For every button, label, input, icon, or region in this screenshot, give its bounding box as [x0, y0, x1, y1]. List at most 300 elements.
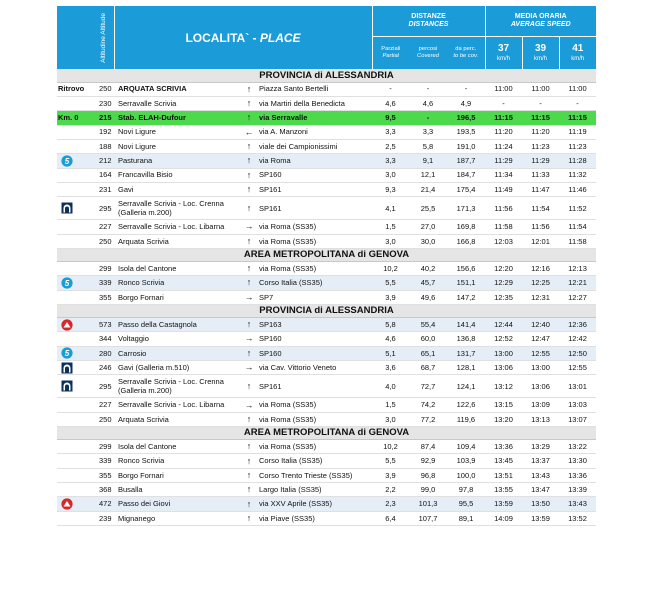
covered-km: 65,1	[409, 346, 447, 360]
place-name: Gavi	[114, 182, 241, 196]
place-name: Arquata Scrivia	[114, 234, 241, 248]
to-be-covered-km: 184,7	[447, 168, 485, 182]
covered-km: 74,2	[409, 398, 447, 412]
time-37: 13:36	[485, 440, 522, 454]
time-41: 11:52	[559, 197, 596, 220]
road-name: viale dei Campionissimi	[257, 139, 372, 153]
time-37: 11:00	[485, 82, 522, 96]
table-row	[57, 317, 596, 331]
row-tag	[57, 375, 94, 398]
road-name: via Martiri della Benedicta	[257, 96, 372, 110]
direction-arrow-icon: →	[241, 332, 257, 346]
time-41: 11:19	[559, 125, 596, 139]
partial-km: -	[372, 82, 409, 96]
time-37: 13:15	[485, 398, 522, 412]
to-be-covered-km: 109,4	[447, 440, 485, 454]
road-name: via Roma	[257, 154, 372, 168]
time-39: 11:15	[522, 111, 559, 125]
table-row	[57, 290, 596, 304]
speed-37-header: 37 km/h	[485, 36, 522, 69]
to-be-covered-km: 119,6	[447, 412, 485, 426]
altitude: 355	[94, 468, 114, 482]
to-be-covered-km: 97,8	[447, 483, 485, 497]
place-name: Borgo Fornari	[114, 468, 241, 482]
place-name: Ronco Scrivia	[114, 454, 241, 468]
to-be-covered-km: 191,0	[447, 139, 485, 153]
time-41: 13:03	[559, 398, 596, 412]
row-tag	[57, 261, 94, 275]
time-41: 11:23	[559, 139, 596, 153]
covered-km: -	[409, 82, 447, 96]
place-name: Serravalle Scrivia	[114, 96, 241, 110]
row-tag	[57, 290, 94, 304]
partial-km: 3,6	[372, 361, 409, 375]
partial-km: 9,3	[372, 182, 409, 196]
row-tag	[57, 139, 94, 153]
direction-arrow-icon: ↑	[241, 317, 257, 331]
altitude: 299	[94, 440, 114, 454]
road-name: Largo Italia (SS35)	[257, 483, 372, 497]
covered-km: 45,7	[409, 276, 447, 290]
time-39: 13:59	[522, 511, 559, 525]
time-39: 13:47	[522, 483, 559, 497]
region-name: PROVINCIA di ALESSANDRIA	[57, 69, 596, 82]
table-row	[57, 197, 596, 220]
row-tag	[57, 497, 94, 511]
time-39: 13:13	[522, 412, 559, 426]
row-tag	[57, 168, 94, 182]
covered-km: 87,4	[409, 440, 447, 454]
time-41: 13:22	[559, 440, 596, 454]
place-name: Ronco Scrivia	[114, 276, 241, 290]
direction-arrow-icon: ↑	[241, 139, 257, 153]
region-section-header	[57, 304, 596, 317]
distances-header: DISTANZE DISTANCES	[372, 6, 485, 36]
altitude: 472	[94, 497, 114, 511]
to-be-covered-km: 151,1	[447, 276, 485, 290]
time-41: 12:42	[559, 332, 596, 346]
direction-arrow-icon: ↑	[241, 111, 257, 125]
time-37: 11:34	[485, 168, 522, 182]
time-39: 13:43	[522, 468, 559, 482]
direction-arrow-icon: ↑	[241, 454, 257, 468]
table-row	[57, 483, 596, 497]
tunnel-icon	[61, 362, 73, 374]
table-row	[57, 111, 596, 125]
to-be-covered-km: 131,7	[447, 346, 485, 360]
time-37: 13:59	[485, 497, 522, 511]
time-41: 11:15	[559, 111, 596, 125]
table-row	[57, 261, 596, 275]
direction-arrow-icon: ↑	[241, 440, 257, 454]
altitude: 212	[94, 154, 114, 168]
direction-arrow-icon: ↑	[241, 483, 257, 497]
time-39: 11:29	[522, 154, 559, 168]
altitude: 355	[94, 290, 114, 304]
table-row	[57, 139, 596, 153]
road-name: via XXV Aprile (SS35)	[257, 497, 372, 511]
route-schedule-sheet	[57, 6, 596, 526]
table-row	[57, 82, 596, 96]
place-name: Borgo Fornari	[114, 290, 241, 304]
mountain-climb-icon	[61, 319, 73, 331]
direction-arrow-icon: ↑	[241, 346, 257, 360]
road-name: via Piave (SS35)	[257, 511, 372, 525]
time-39: 11:20	[522, 125, 559, 139]
to-be-covered-km: 196,5	[447, 111, 485, 125]
time-39: 13:00	[522, 361, 559, 375]
region-name: PROVINCIA di ALESSANDRIA	[57, 304, 596, 317]
to-be-covered-km: 171,3	[447, 197, 485, 220]
road-name: SP161	[257, 182, 372, 196]
road-name: Corso Italia (SS35)	[257, 454, 372, 468]
place-name: Serravalle Scrivia - Loc. Libarna	[114, 220, 241, 234]
time-37: 11:15	[485, 111, 522, 125]
table-row	[57, 361, 596, 375]
row-tag	[57, 332, 94, 346]
row-tag: Ritrovo	[57, 82, 94, 96]
place-name: Novi Ligure	[114, 139, 241, 153]
place-name: Stab. ELAH-Dufour	[114, 111, 241, 125]
table-row	[57, 497, 596, 511]
table-row	[57, 168, 596, 182]
covered-header: percosi Covered	[409, 36, 447, 69]
altitude: 164	[94, 168, 114, 182]
road-name: via A. Manzoni	[257, 125, 372, 139]
direction-arrow-icon: →	[241, 220, 257, 234]
place-name: Passo della Castagnola	[114, 317, 241, 331]
time-37: 11:29	[485, 154, 522, 168]
direction-arrow-icon: ←	[241, 125, 257, 139]
time-39: 12:55	[522, 346, 559, 360]
place-name: Gavi (Galleria m.510)	[114, 361, 241, 375]
covered-km: 77,2	[409, 412, 447, 426]
to-be-covered-km: 193,5	[447, 125, 485, 139]
table-row	[57, 276, 596, 290]
covered-km: 92,9	[409, 454, 447, 468]
time-39: 12:25	[522, 276, 559, 290]
altitude: 280	[94, 346, 114, 360]
time-37: 11:24	[485, 139, 522, 153]
road-name: SP161	[257, 197, 372, 220]
row-tag	[57, 125, 94, 139]
table-row	[57, 234, 596, 248]
road-name: SP7	[257, 290, 372, 304]
place-name: Pasturana	[114, 154, 241, 168]
route-table	[57, 6, 596, 526]
partial-km: 5,5	[372, 454, 409, 468]
partial-km: 1,5	[372, 220, 409, 234]
time-39: 13:37	[522, 454, 559, 468]
place-name: ARQUATA SCRIVIA	[114, 82, 241, 96]
time-37: 13:00	[485, 346, 522, 360]
time-37: 13:06	[485, 361, 522, 375]
direction-arrow-icon: →	[241, 361, 257, 375]
time-39: -	[522, 96, 559, 110]
time-37: 13:12	[485, 375, 522, 398]
road-name: via Roma (SS35)	[257, 412, 372, 426]
covered-km: 107,7	[409, 511, 447, 525]
to-be-covered-km: 175,4	[447, 182, 485, 196]
partial-km: 10,2	[372, 261, 409, 275]
covered-km: 25,5	[409, 197, 447, 220]
time-37: 12:44	[485, 317, 522, 331]
road-name: via Roma (SS35)	[257, 220, 372, 234]
time-39: 11:00	[522, 82, 559, 96]
time-41: 13:52	[559, 511, 596, 525]
time-41: 11:54	[559, 220, 596, 234]
time-37: 12:35	[485, 290, 522, 304]
time-37: 11:20	[485, 125, 522, 139]
time-37: 12:52	[485, 332, 522, 346]
table-row	[57, 468, 596, 482]
time-41: 13:43	[559, 497, 596, 511]
to-be-covered-km: -	[447, 82, 485, 96]
table-row	[57, 182, 596, 196]
time-41: 13:39	[559, 483, 596, 497]
row-tag	[57, 96, 94, 110]
direction-arrow-icon: ↑	[241, 468, 257, 482]
covered-km: 99,0	[409, 483, 447, 497]
altitude: 573	[94, 317, 114, 331]
place-name: Serravalle Scrivia - Loc. Crenna (Galleria m.200)	[114, 375, 241, 398]
covered-km: 30,0	[409, 234, 447, 248]
altitude: 339	[94, 454, 114, 468]
time-37: 12:20	[485, 261, 522, 275]
to-be-covered-km: 124,1	[447, 375, 485, 398]
partial-km: 3,9	[372, 290, 409, 304]
time-39: 13:06	[522, 375, 559, 398]
partial-km: 6,4	[372, 511, 409, 525]
place-name: Isola del Cantone	[114, 440, 241, 454]
partial-km: 3,3	[372, 154, 409, 168]
time-39: 11:56	[522, 220, 559, 234]
time-41: 12:27	[559, 290, 596, 304]
covered-km: -	[409, 111, 447, 125]
row-tag	[57, 234, 94, 248]
time-41: 11:28	[559, 154, 596, 168]
to-be-covered-km: 122,6	[447, 398, 485, 412]
direction-arrow-icon: ↑	[241, 261, 257, 275]
place-name: Francavilla Bisio	[114, 168, 241, 182]
to-be-covered-header: da perc. to be cov.	[447, 36, 485, 69]
direction-arrow-icon: ↑	[241, 276, 257, 290]
to-be-covered-km: 141,4	[447, 317, 485, 331]
direction-arrow-icon: ↑	[241, 197, 257, 220]
time-41: 13:01	[559, 375, 596, 398]
time-41: 13:36	[559, 468, 596, 482]
road-name: Corso Italia (SS35)	[257, 276, 372, 290]
covered-km: 55,4	[409, 317, 447, 331]
time-39: 12:01	[522, 234, 559, 248]
road-name: via Cav. Vittorio Veneto	[257, 361, 372, 375]
time-39: 11:47	[522, 182, 559, 196]
time-41: 11:58	[559, 234, 596, 248]
partial-km: 3,0	[372, 234, 409, 248]
road-name: via Serravalle	[257, 111, 372, 125]
time-41: 11:00	[559, 82, 596, 96]
table-row	[57, 346, 596, 360]
direction-arrow-icon: ↑	[241, 82, 257, 96]
covered-km: 4,6	[409, 96, 447, 110]
altitude: 188	[94, 139, 114, 153]
time-41: 11:46	[559, 182, 596, 196]
direction-arrow-icon: ↑	[241, 375, 257, 398]
time-37: 12:03	[485, 234, 522, 248]
place-name: Carrosio	[114, 346, 241, 360]
partial-km: 2,2	[372, 483, 409, 497]
table-row	[57, 332, 596, 346]
place-name: Busalla	[114, 483, 241, 497]
row-tag	[57, 454, 94, 468]
partial-km: 4,6	[372, 96, 409, 110]
table-row	[57, 454, 596, 468]
time-37: 13:55	[485, 483, 522, 497]
region-section-header	[57, 248, 596, 261]
altitude: 339	[94, 276, 114, 290]
sprint-five-icon	[61, 277, 73, 289]
to-be-covered-km: 89,1	[447, 511, 485, 525]
time-39: 11:23	[522, 139, 559, 153]
partial-km: 10,2	[372, 440, 409, 454]
partial-km: 4,0	[372, 375, 409, 398]
time-41: 13:07	[559, 412, 596, 426]
time-37: 11:56	[485, 197, 522, 220]
covered-km: 5,8	[409, 139, 447, 153]
row-tag	[57, 483, 94, 497]
covered-km: 3,3	[409, 125, 447, 139]
speed-41-header: 41 km/h	[559, 36, 596, 69]
covered-km: 9,1	[409, 154, 447, 168]
place-name: Mignanego	[114, 511, 241, 525]
place-name: Voltaggio	[114, 332, 241, 346]
svg-text:5: 5	[64, 349, 70, 359]
place-header: LOCALITA` - PLACE	[114, 6, 372, 69]
time-37: 11:49	[485, 182, 522, 196]
covered-km: 60,0	[409, 332, 447, 346]
time-39: 11:54	[522, 197, 559, 220]
direction-arrow-icon: ↑	[241, 154, 257, 168]
partial-km: 1,5	[372, 398, 409, 412]
direction-arrow-icon: ↑	[241, 234, 257, 248]
partial-km: 5,5	[372, 276, 409, 290]
time-37: -	[485, 96, 522, 110]
row-tag	[57, 197, 94, 220]
time-41: -	[559, 96, 596, 110]
region-name: AREA METROPOLITANA di GENOVA	[57, 427, 596, 440]
to-be-covered-km: 169,8	[447, 220, 485, 234]
road-name: Piazza Santo Bertelli	[257, 82, 372, 96]
altitude: 227	[94, 398, 114, 412]
altitude: 239	[94, 511, 114, 525]
row-tag	[57, 346, 94, 360]
direction-arrow-icon: ↑	[241, 168, 257, 182]
altitude: 344	[94, 332, 114, 346]
to-be-covered-km: 156,6	[447, 261, 485, 275]
to-be-covered-km: 95,5	[447, 497, 485, 511]
partial-header: Parziali Partial	[372, 36, 409, 69]
place-name: Novi Ligure	[114, 125, 241, 139]
row-tag	[57, 361, 94, 375]
sprint-five-icon	[61, 347, 73, 359]
covered-km: 12,1	[409, 168, 447, 182]
time-41: 12:13	[559, 261, 596, 275]
time-39: 13:09	[522, 398, 559, 412]
road-name: via Roma (SS35)	[257, 440, 372, 454]
table-row	[57, 412, 596, 426]
row-tag	[57, 182, 94, 196]
to-be-covered-km: 136,8	[447, 332, 485, 346]
time-39: 12:31	[522, 290, 559, 304]
covered-km: 68,7	[409, 361, 447, 375]
road-name: via Roma (SS35)	[257, 234, 372, 248]
time-41: 12:21	[559, 276, 596, 290]
to-be-covered-km: 103,9	[447, 454, 485, 468]
place-name: Serravalle Scrivia - Loc. Crenna (Galleria m.200)	[114, 197, 241, 220]
altitude: 246	[94, 361, 114, 375]
altitude: 250	[94, 234, 114, 248]
time-41: 12:36	[559, 317, 596, 331]
direction-arrow-icon: →	[241, 290, 257, 304]
altitude: 250	[94, 412, 114, 426]
time-37: 11:58	[485, 220, 522, 234]
to-be-covered-km: 147,2	[447, 290, 485, 304]
time-37: 13:45	[485, 454, 522, 468]
region-section-header	[57, 427, 596, 440]
row-tag	[57, 220, 94, 234]
road-name: Corso Trento Trieste (SS35)	[257, 468, 372, 482]
road-name: SP161	[257, 375, 372, 398]
row-tag: Km. 0	[57, 111, 94, 125]
row-tag	[57, 412, 94, 426]
covered-km: 72,7	[409, 375, 447, 398]
time-37: 12:29	[485, 276, 522, 290]
altitude-header: Altitudine Altitude	[94, 6, 114, 69]
partial-km: 3,0	[372, 168, 409, 182]
place-name: Isola del Cantone	[114, 261, 241, 275]
table-header	[57, 6, 596, 69]
direction-arrow-icon: ↑	[241, 497, 257, 511]
partial-km: 3,9	[372, 468, 409, 482]
speed-header: MEDIA ORARIA AVERAGE SPEED	[485, 6, 596, 36]
altitude: 250	[94, 82, 114, 96]
to-be-covered-km: 128,1	[447, 361, 485, 375]
direction-arrow-icon: ↑	[241, 412, 257, 426]
to-be-covered-km: 100,0	[447, 468, 485, 482]
time-39: 12:16	[522, 261, 559, 275]
table-row	[57, 511, 596, 525]
road-name: via Roma (SS35)	[257, 261, 372, 275]
region-section-header	[57, 69, 596, 82]
table-row	[57, 154, 596, 168]
direction-arrow-icon: ↑	[241, 511, 257, 525]
altitude: 295	[94, 197, 114, 220]
altitude: 368	[94, 483, 114, 497]
table-row	[57, 440, 596, 454]
row-tag	[57, 154, 94, 168]
table-row	[57, 398, 596, 412]
covered-km: 27,0	[409, 220, 447, 234]
direction-arrow-icon: ↑	[241, 182, 257, 196]
to-be-covered-km: 4,9	[447, 96, 485, 110]
place-name: Arquata Scrivia	[114, 412, 241, 426]
time-39: 11:33	[522, 168, 559, 182]
altitude: 295	[94, 375, 114, 398]
altitude: 227	[94, 220, 114, 234]
table-row	[57, 125, 596, 139]
covered-km: 101,3	[409, 497, 447, 511]
partial-km: 4,1	[372, 197, 409, 220]
